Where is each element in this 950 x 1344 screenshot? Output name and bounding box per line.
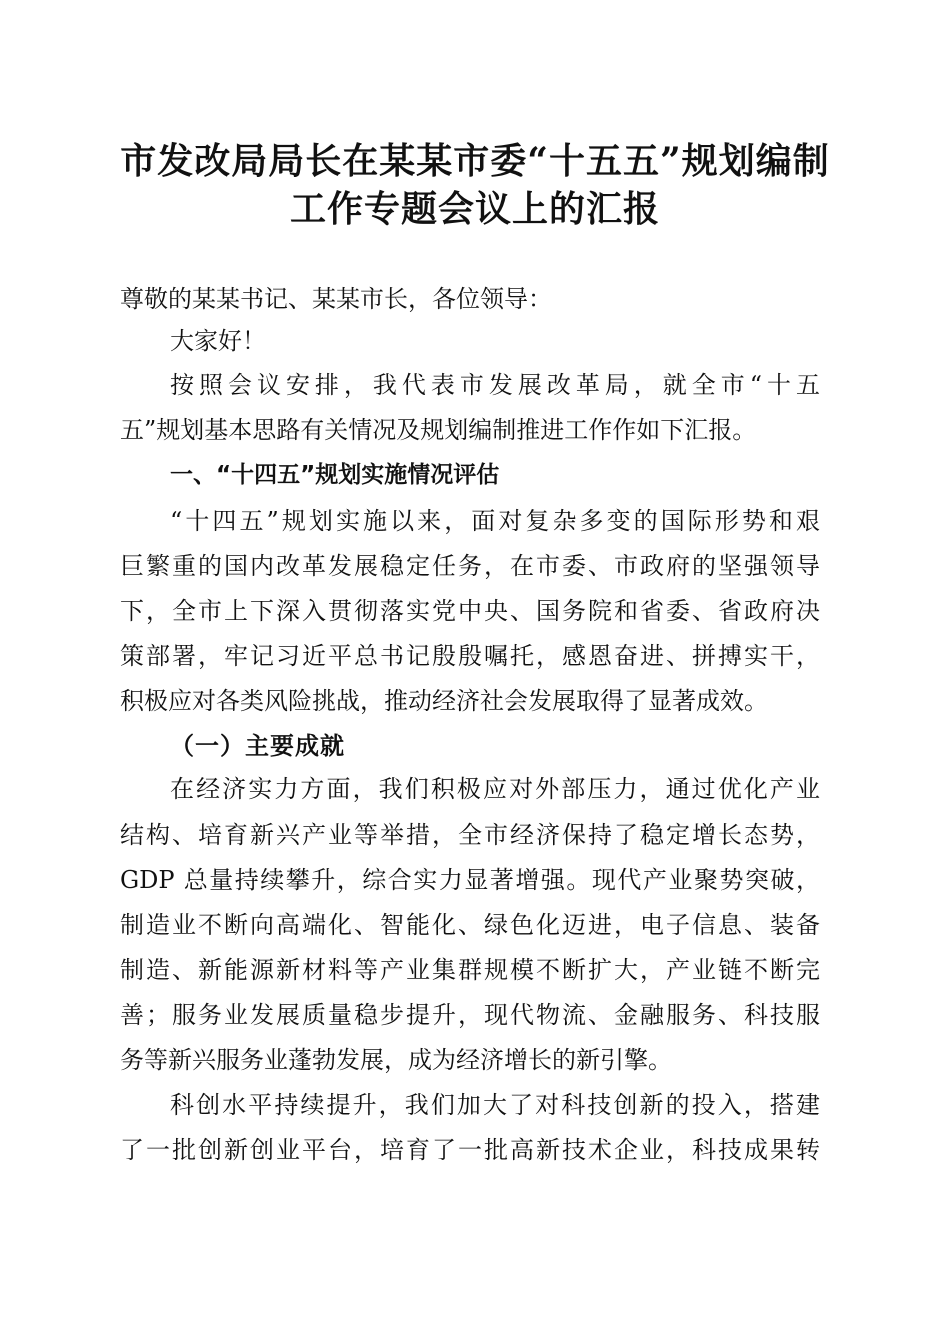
subsection-1-heading: （一）主要成就 bbox=[170, 731, 345, 760]
intro-line-2: 五”规划基本思路有关情况及规划编制推进工作作如下汇报。 bbox=[120, 416, 757, 444]
salutation: 尊敬的某某书记、某某市长，各位领导： bbox=[120, 285, 552, 313]
economy-para-line-5: 制造、新能源新材料等产业集群规模不断扩大，产业链不断完 bbox=[120, 956, 820, 984]
section-1-para-line-1: “十四五”规划实施以来，面对复杂多变的国际形势和艰 bbox=[170, 507, 820, 535]
document-title-line-1: 市发改局局长在某某市委“十五五”规划编制 bbox=[120, 140, 830, 182]
innovation-para-line-1: 科创水平持续提升，我们加大了对科技创新的投入，搭建 bbox=[170, 1091, 820, 1119]
section-1-para-line-3: 下，全市上下深入贯彻落实党中央、国务院和省委、省政府决 bbox=[120, 597, 820, 625]
economy-para-line-4: 制造业不断向高端化、智能化、绿色化迈进，电子信息、装备 bbox=[120, 911, 820, 939]
section-1-para-line-4: 策部署，牢记习近平总书记殷殷嘱托，感恩奋进、拼搏实干， bbox=[120, 642, 820, 670]
section-1-heading: 一、“十四五”规划实施情况评估 bbox=[170, 462, 500, 488]
economy-para-line-2: 结构、培育新兴产业等举措，全市经济保持了稳定增长态势， bbox=[120, 821, 820, 849]
greeting: 大家好！ bbox=[170, 327, 266, 355]
economy-para-line-6: 善；服务业发展质量稳步提升，现代物流、金融服务、科技服 bbox=[120, 1001, 820, 1029]
innovation-para-line-2: 了一批创新创业平台，培育了一批高新技术企业，科技成果转 bbox=[120, 1136, 820, 1164]
economy-para-line-7: 务等新兴服务业蓬勃发展，成为经济增长的新引擎。 bbox=[120, 1046, 672, 1074]
economy-para-line-1: 在经济实力方面，我们积极应对外部压力，通过优化产业 bbox=[170, 775, 820, 803]
document-title-line-2: 工作专题会议上的汇报 bbox=[289, 188, 660, 230]
intro-line-1: 按照会议安排，我代表市发展改革局，就全市“十五 bbox=[170, 371, 820, 399]
section-1-para-line-5: 积极应对各类风险挑战，推动经济社会发展取得了显著成效。 bbox=[120, 687, 768, 715]
section-1-para-line-2: 巨繁重的国内改革发展稳定任务，在市委、市政府的坚强领导 bbox=[120, 552, 820, 580]
economy-para-line-3: GDP 总量持续攀升，综合实力显著增强。现代产业聚势突破， bbox=[120, 866, 820, 894]
